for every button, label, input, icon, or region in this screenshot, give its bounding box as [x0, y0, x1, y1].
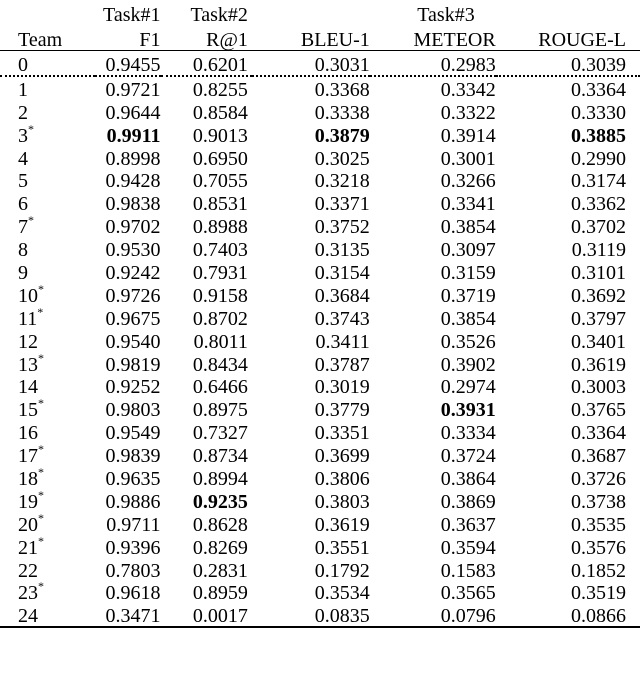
team-cell: [0, 169, 95, 192]
team-number: 22: [18, 559, 38, 582]
value-cell-meteor: 0.3322: [440, 101, 496, 124]
team-number: 19: [18, 490, 38, 513]
value-cell-bleu1: [252, 123, 370, 146]
header-row-tasks: [0, 0, 640, 25]
header-metric-rouge-l: ROUGE-L: [496, 25, 640, 51]
value-cell-bleu1: 0.3031: [252, 51, 370, 77]
value-cell-bleu1: 0.3619: [314, 513, 370, 536]
value-cell-f1: 0.9428: [105, 170, 161, 193]
value-cell-f1: 0.9635: [105, 468, 161, 491]
value-cell-meteor: 0.3342: [440, 78, 496, 101]
star-marker: *: [28, 213, 34, 228]
value-cell-bleu1: 0.3025: [314, 147, 370, 170]
value-cell-r1: 0.0017: [161, 603, 252, 627]
value-cell-rouge-l: 0.3174: [571, 170, 626, 193]
value-cell-r1: 0.7327: [192, 422, 248, 445]
value-cell-meteor: 0.3724: [440, 445, 496, 468]
star-marker: *: [28, 121, 34, 136]
value-cell-r1: 0.8628: [192, 513, 248, 536]
value-cell-r1: 0.6201: [161, 51, 252, 77]
table-row: [0, 214, 640, 237]
value-cell-meteor: 0.3594: [440, 536, 496, 559]
star-marker: *: [38, 442, 44, 457]
table-row: [0, 352, 640, 375]
value-cell-meteor: 0.3334: [440, 422, 496, 445]
value-cell-meteor: 0.2983: [370, 51, 496, 77]
team-cell: [0, 420, 95, 443]
value-cell-rouge-l: 0.3330: [571, 101, 626, 124]
team-cell: [0, 123, 95, 146]
table-row: [0, 76, 640, 100]
value-cell-bleu1: 0.3218: [314, 170, 370, 193]
value-cell-r1: 0.9013: [192, 124, 248, 147]
value-cell-rouge-l: 0.3692: [571, 284, 626, 307]
value-cell-f1: 0.9455: [95, 51, 160, 77]
value-cell-f1: 0.9242: [105, 262, 161, 285]
value-cell-rouge-l: 0.2990: [571, 147, 626, 170]
team-number: 3: [18, 124, 28, 147]
table-row: [0, 329, 640, 352]
header-metric-r1: R@1: [161, 25, 252, 51]
value-cell-rouge-l: 0.3364: [571, 422, 626, 445]
value-cell-meteor: 0.3637: [440, 513, 496, 536]
value-cell-r1: 0.8584: [192, 101, 248, 124]
value-cell-bleu1: 0.3411: [315, 330, 370, 353]
value-cell-f1: 0.9726: [105, 284, 161, 307]
value-cell-rouge-l: 0.3003: [571, 376, 626, 399]
value-cell-f1: 0.9540: [105, 330, 161, 353]
team-number: 16: [18, 422, 38, 445]
team-number: 10: [18, 284, 38, 307]
table-row: [0, 100, 640, 123]
value-cell-r1: 0.8434: [192, 353, 248, 376]
value-cell-r1: 0.7403: [192, 239, 248, 262]
value-cell-rouge-l: 0.3619: [571, 353, 626, 376]
team-cell: [0, 283, 95, 306]
value-cell-meteor: [370, 397, 496, 420]
table-row: [0, 375, 640, 398]
best-value: 0.3879: [314, 124, 370, 147]
value-cell-rouge-l: 0.3687: [571, 445, 626, 468]
star-marker: *: [38, 510, 44, 525]
team-cell: [0, 352, 95, 375]
value-cell-bleu1: 0.3752: [314, 216, 370, 239]
team-number: 5: [18, 170, 28, 193]
value-cell-f1: [95, 123, 160, 146]
value-cell-bleu1: 0.3551: [314, 536, 370, 559]
table-row: [0, 146, 640, 169]
team-cell: [0, 466, 95, 489]
best-value: 0.3931: [440, 399, 496, 422]
value-cell-meteor: 0.3341: [440, 193, 496, 216]
value-cell-f1: 0.9549: [105, 422, 161, 445]
table-row: [0, 581, 640, 604]
value-cell-rouge-l: 0.3738: [571, 490, 626, 513]
team-number: 2: [18, 101, 28, 124]
team-number: 20: [18, 513, 38, 536]
value-cell-f1: 0.9252: [105, 376, 161, 399]
value-cell-bleu1: 0.3806: [314, 468, 370, 491]
table-row: [0, 489, 640, 512]
team-cell: [0, 603, 95, 627]
value-cell-meteor: 0.3266: [440, 170, 496, 193]
value-cell-rouge-l: 0.3364: [571, 78, 626, 101]
team-cell: [0, 375, 95, 398]
header-team: Team: [0, 25, 95, 51]
value-cell-r1: 0.6950: [192, 147, 248, 170]
value-cell-r1: 0.8988: [192, 216, 248, 239]
team-cell: [0, 443, 95, 466]
value-cell-bleu1: 0.3684: [314, 284, 370, 307]
star-marker: *: [38, 281, 44, 296]
value-cell-f1: 0.8998: [105, 147, 161, 170]
value-cell-meteor: 0.2974: [440, 376, 496, 399]
value-cell-rouge-l: 0.3401: [571, 330, 626, 353]
header-task3: Task#3: [417, 4, 475, 26]
value-cell-f1: 0.9819: [105, 353, 161, 376]
team-number: 11: [18, 307, 38, 330]
value-cell-bleu1: 0.3019: [314, 376, 370, 399]
value-cell-meteor: 0.3565: [440, 582, 496, 605]
header-empty: [0, 0, 95, 25]
table-row: [0, 397, 640, 420]
team-number: 23: [18, 582, 38, 605]
best-value: 0.9235: [192, 490, 248, 513]
value-cell-rouge-l: 0.1852: [571, 559, 626, 582]
value-cell-r1: 0.8959: [192, 582, 248, 605]
table-row: [0, 237, 640, 260]
value-cell-r1: 0.8269: [192, 536, 248, 559]
table-body: [0, 51, 640, 628]
value-cell-r1: 0.8702: [192, 307, 248, 330]
team-number: 6: [18, 193, 28, 216]
value-cell-bleu1: 0.3338: [314, 101, 370, 124]
value-cell-f1: 0.9702: [105, 216, 161, 239]
star-marker: *: [38, 396, 44, 411]
value-cell-meteor: 0.0796: [370, 603, 496, 627]
team-cell: [0, 397, 95, 420]
team-number: 21: [18, 536, 38, 559]
value-cell-f1: 0.9886: [105, 490, 161, 513]
value-cell-f1: 0.9618: [105, 582, 161, 605]
team-cell: [0, 329, 95, 352]
team-cell: [0, 76, 95, 100]
best-value: 0.9911: [106, 124, 161, 147]
value-cell-rouge-l: 0.3119: [571, 239, 626, 262]
value-cell-rouge-l: 0.3702: [571, 216, 626, 239]
value-cell-f1: 0.9803: [105, 399, 161, 422]
value-cell-r1: 0.8255: [192, 78, 248, 101]
table-row: [0, 169, 640, 192]
value-cell-rouge-l: 0.3576: [571, 536, 626, 559]
team-number: 0: [18, 54, 28, 76]
value-cell-r1: 0.8531: [192, 193, 248, 216]
team-cell: [0, 535, 95, 558]
value-cell-r1: [161, 489, 252, 512]
team-cell: [0, 214, 95, 237]
value-cell-f1: 0.9839: [105, 445, 161, 468]
value-cell-r1: 0.6466: [192, 376, 248, 399]
value-cell-meteor: 0.3097: [440, 239, 496, 262]
value-cell-r1: 0.8011: [193, 330, 248, 353]
star-marker: *: [38, 465, 44, 480]
value-cell-meteor: 0.3526: [440, 330, 496, 353]
team-number: 14: [18, 376, 38, 399]
value-cell-meteor: 0.3854: [440, 307, 496, 330]
value-cell-rouge-l: 0.0866: [496, 603, 640, 627]
table-row: [0, 420, 640, 443]
value-cell-rouge-l: [496, 123, 640, 146]
value-cell-bleu1: 0.3803: [314, 490, 370, 513]
team-cell: [0, 558, 95, 581]
value-cell-bleu1: 0.3371: [314, 193, 370, 216]
value-cell-r1: 0.2831: [192, 559, 248, 582]
team-number: 24: [18, 605, 38, 628]
value-cell-rouge-l: 0.3519: [571, 582, 626, 605]
value-cell-meteor: 0.3869: [440, 490, 496, 513]
team-number: 8: [18, 239, 28, 262]
value-cell-bleu1: 0.3351: [314, 422, 370, 445]
value-cell-meteor: 0.3001: [440, 147, 496, 170]
header-row-metrics: [0, 25, 640, 51]
value-cell-f1: 0.9838: [105, 193, 161, 216]
value-cell-bleu1: 0.3743: [314, 307, 370, 330]
value-cell-rouge-l: 0.3101: [571, 262, 626, 285]
value-cell-f1: 0.9530: [105, 239, 161, 262]
team-cell: [0, 306, 95, 329]
table-row: [0, 191, 640, 214]
value-cell-f1: 0.7803: [105, 559, 161, 582]
table-row: [0, 603, 640, 627]
value-cell-f1: 0.9396: [105, 536, 161, 559]
header-task2: Task#2: [190, 4, 248, 26]
table-row: [0, 306, 640, 329]
value-cell-bleu1: 0.3787: [314, 353, 370, 376]
team-cell: [0, 100, 95, 123]
table-row: [0, 535, 640, 558]
team-number: 4: [18, 147, 28, 170]
value-cell-rouge-l: 0.3039: [496, 51, 640, 77]
table-row: [0, 512, 640, 535]
value-cell-meteor: 0.1583: [440, 559, 496, 582]
team-cell: [0, 237, 95, 260]
team-number: 12: [18, 330, 38, 353]
value-cell-rouge-l: 0.3797: [571, 307, 626, 330]
value-cell-r1: 0.7055: [192, 170, 248, 193]
team-cell: [0, 191, 95, 214]
value-cell-f1: 0.3471: [95, 603, 160, 627]
header-metric-f1: F1: [95, 25, 160, 51]
team-number: 9: [18, 262, 28, 285]
table-row: [0, 283, 640, 306]
value-cell-f1: 0.9644: [105, 101, 161, 124]
team-number: 1: [18, 78, 28, 101]
value-cell-bleu1: 0.3699: [314, 445, 370, 468]
value-cell-meteor: 0.3159: [440, 262, 496, 285]
team-number: 18: [18, 468, 38, 491]
star-marker: *: [38, 350, 44, 365]
value-cell-bleu1: 0.3135: [314, 239, 370, 262]
team-cell: [0, 51, 95, 77]
value-cell-meteor: 0.3854: [440, 216, 496, 239]
value-cell-bleu1: 0.0835: [252, 603, 370, 627]
value-cell-meteor: 0.3719: [440, 284, 496, 307]
value-cell-meteor: 0.3864: [440, 468, 496, 491]
star-marker: *: [38, 487, 44, 502]
header-task1: Task#1: [103, 4, 161, 26]
team-number: 13: [18, 353, 38, 376]
best-value: 0.3885: [571, 124, 626, 147]
value-cell-r1: 0.9158: [192, 284, 248, 307]
value-cell-rouge-l: 0.3362: [571, 193, 626, 216]
value-cell-meteor: 0.3914: [440, 124, 496, 147]
value-cell-r1: 0.8734: [192, 445, 248, 468]
value-cell-meteor: 0.3902: [440, 353, 496, 376]
table-row: [0, 558, 640, 581]
value-cell-f1: 0.9711: [106, 513, 161, 536]
team-number: 15: [18, 399, 38, 422]
value-cell-rouge-l: 0.3765: [571, 399, 626, 422]
value-cell-bleu1: 0.3154: [314, 262, 370, 285]
header-metric-bleu1: BLEU-1: [252, 25, 370, 51]
value-cell-r1: 0.8975: [192, 399, 248, 422]
value-cell-rouge-l: 0.3726: [571, 468, 626, 491]
team-number: 17: [18, 445, 38, 468]
value-cell-rouge-l: 0.3535: [571, 513, 626, 536]
team-number: 7: [18, 216, 28, 239]
value-cell-bleu1: 0.3779: [314, 399, 370, 422]
value-cell-bleu1: 0.3368: [314, 78, 370, 101]
table-row: [0, 123, 640, 146]
star-marker: *: [38, 579, 44, 594]
value-cell-f1: 0.9721: [105, 78, 161, 101]
team-cell: [0, 146, 95, 169]
value-cell-r1: 0.8994: [192, 468, 248, 491]
table-row: [0, 260, 640, 283]
value-cell-bleu1: 0.1792: [314, 559, 370, 582]
baseline-row: [0, 51, 640, 77]
team-cell: [0, 512, 95, 535]
header-metric-meteor: METEOR: [370, 25, 496, 51]
value-cell-r1: 0.7931: [192, 262, 248, 285]
team-cell: [0, 260, 95, 283]
value-cell-f1: 0.9675: [105, 307, 161, 330]
table-row: [0, 466, 640, 489]
table-row: [0, 443, 640, 466]
team-cell: [0, 581, 95, 604]
value-cell-bleu1: 0.3534: [314, 582, 370, 605]
star-marker: *: [37, 304, 44, 319]
team-cell: [0, 489, 95, 512]
star-marker: *: [38, 533, 44, 548]
table-header: [0, 0, 640, 51]
